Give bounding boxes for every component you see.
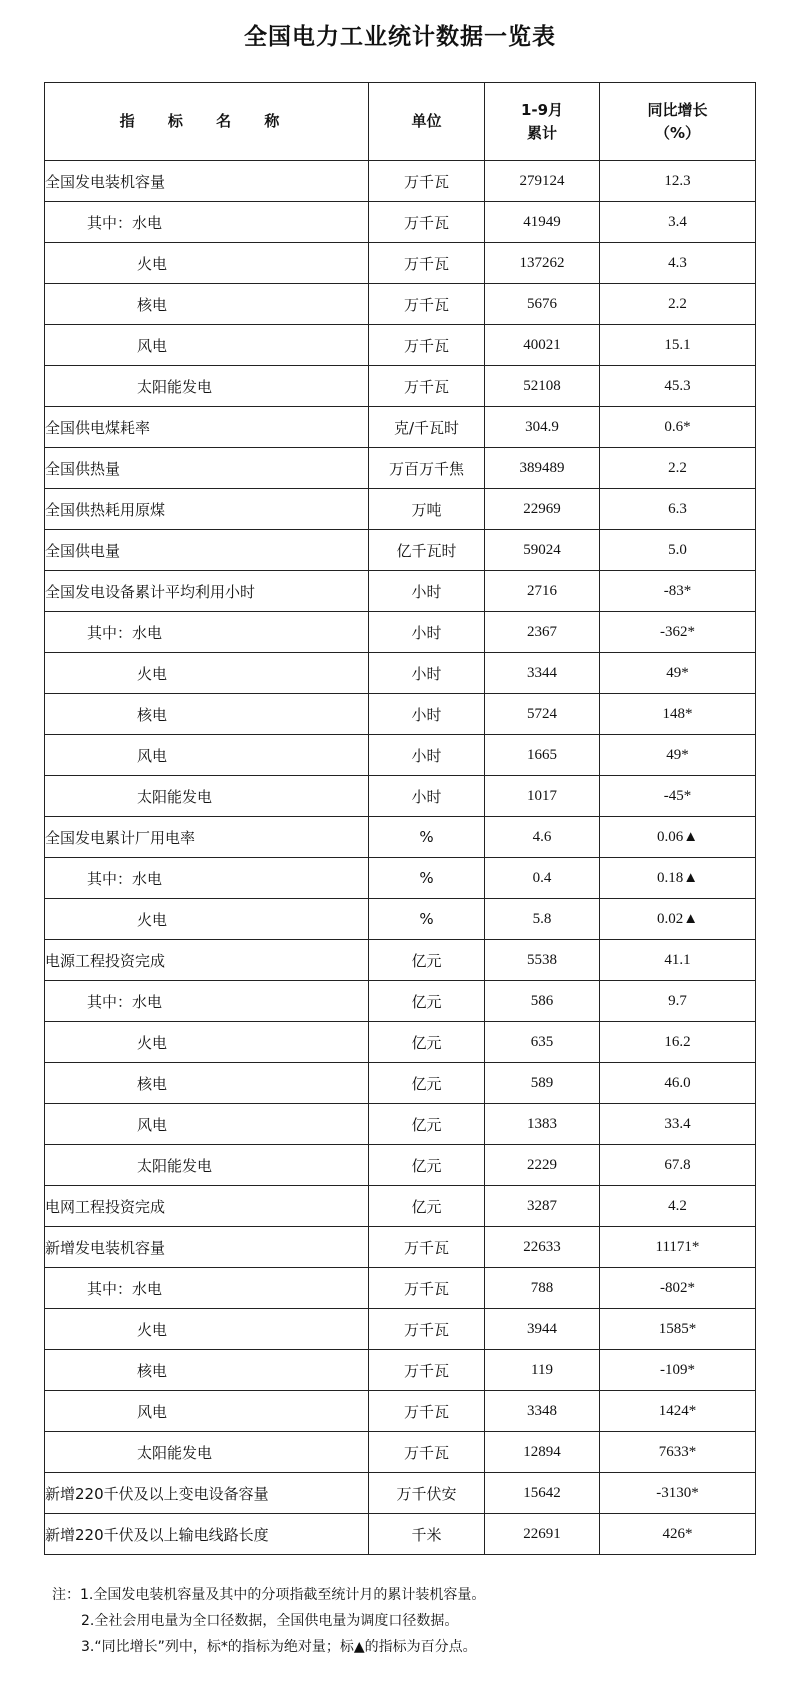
unit-cell: 小时 <box>369 571 485 612</box>
table-row <box>45 1227 756 1268</box>
yoy-growth-cell: 49* <box>600 653 756 694</box>
cumulative-value-cell: 137262 <box>485 243 600 284</box>
indicator-name-cell: 风电 <box>45 735 369 776</box>
yoy-growth-cell: 0.18▲ <box>600 858 756 899</box>
yoy-growth-cell: 4.2 <box>600 1186 756 1227</box>
cumulative-value-cell: 2229 <box>485 1145 600 1186</box>
unit-cell: 万千瓦 <box>369 161 485 202</box>
unit-cell: 万千瓦 <box>369 1268 485 1309</box>
cumulative-value-cell: 52108 <box>485 366 600 407</box>
indicator-name-cell: 火电 <box>45 653 369 694</box>
cumulative-value-cell: 5676 <box>485 284 600 325</box>
cumulative-value-cell: 12894 <box>485 1432 600 1473</box>
table-row <box>45 940 756 981</box>
yoy-growth-cell: 11171* <box>600 1227 756 1268</box>
table-row <box>45 161 756 202</box>
cumulative-value-cell: 40021 <box>485 325 600 366</box>
unit-cell: 万千瓦 <box>369 284 485 325</box>
yoy-growth-cell: 15.1 <box>600 325 756 366</box>
indicator-name-cell: 其中：水电 <box>45 1268 369 1309</box>
table-header-row <box>45 83 756 161</box>
cumulative-value-cell: 15642 <box>485 1473 600 1514</box>
table-row <box>45 1104 756 1145</box>
unit-cell: % <box>369 817 485 858</box>
table-row <box>45 817 756 858</box>
unit-cell: 万千瓦 <box>369 366 485 407</box>
table-row <box>45 1063 756 1104</box>
indicator-name-cell: 全国发电累计厂用电率 <box>45 817 369 858</box>
table-row <box>45 1432 756 1473</box>
table-row <box>45 366 756 407</box>
unit-cell: 亿元 <box>369 1145 485 1186</box>
unit-cell: 小时 <box>369 694 485 735</box>
cumulative-value-cell: 3287 <box>485 1186 600 1227</box>
yoy-growth-cell: 9.7 <box>600 981 756 1022</box>
indicator-name-cell: 火电 <box>45 899 369 940</box>
yoy-growth-cell: 41.1 <box>600 940 756 981</box>
header-cumulative-line1: 1-9月 <box>520 101 564 119</box>
indicator-name-cell: 其中：水电 <box>45 202 369 243</box>
cumulative-value-cell: 4.6 <box>485 817 600 858</box>
indicator-name-cell: 核电 <box>45 284 369 325</box>
unit-cell: 亿元 <box>369 1022 485 1063</box>
header-yoy-line1: 同比增长 <box>647 101 708 119</box>
indicator-name-cell: 太阳能发电 <box>45 366 369 407</box>
header-yoy-line2: （%） <box>654 123 701 142</box>
cumulative-value-cell: 2367 <box>485 612 600 653</box>
table-row <box>45 1186 756 1227</box>
table-row <box>45 202 756 243</box>
footnote-3: 3.“同比增长”列中，标*的指标为绝对量；标▲的指标为百分点。 <box>81 1639 477 1655</box>
yoy-growth-cell: 3.4 <box>600 202 756 243</box>
unit-cell: 小时 <box>369 735 485 776</box>
cumulative-value-cell: 5538 <box>485 940 600 981</box>
cumulative-value-cell: 59024 <box>485 530 600 571</box>
unit-cell: 万千瓦 <box>369 1432 485 1473</box>
cumulative-value-cell: 1017 <box>485 776 600 817</box>
indicator-name-cell: 核电 <box>45 694 369 735</box>
yoy-growth-cell: -3130* <box>600 1473 756 1514</box>
unit-cell: 万千瓦 <box>369 202 485 243</box>
cumulative-value-cell: 2716 <box>485 571 600 612</box>
unit-cell: 亿元 <box>369 1063 485 1104</box>
table-row <box>45 571 756 612</box>
yoy-growth-cell: 0.02▲ <box>600 899 756 940</box>
table-row <box>45 1473 756 1514</box>
unit-cell: 亿元 <box>369 1186 485 1227</box>
yoy-growth-cell: 148* <box>600 694 756 735</box>
unit-cell: 小时 <box>369 776 485 817</box>
table-row <box>45 612 756 653</box>
unit-cell: 小时 <box>369 612 485 653</box>
unit-cell: 万吨 <box>369 489 485 530</box>
table-row <box>45 1309 756 1350</box>
unit-cell: 万千瓦 <box>369 1391 485 1432</box>
footnote-2: 2.全社会用电量为全口径数据，全国供电量为调度口径数据。 <box>81 1613 459 1629</box>
cumulative-value-cell: 3344 <box>485 653 600 694</box>
yoy-growth-cell: 46.0 <box>600 1063 756 1104</box>
indicator-name-cell: 火电 <box>45 1309 369 1350</box>
table-row <box>45 1514 756 1555</box>
header-indicator-name: 指 标 名 称 <box>45 83 369 161</box>
cumulative-value-cell: 3944 <box>485 1309 600 1350</box>
cumulative-value-cell: 279124 <box>485 161 600 202</box>
unit-cell: 千米 <box>369 1514 485 1555</box>
table-row <box>45 1145 756 1186</box>
indicator-name-cell: 核电 <box>45 1350 369 1391</box>
table-row <box>45 776 756 817</box>
statistics-table <box>44 82 756 1555</box>
yoy-growth-cell: 2.2 <box>600 448 756 489</box>
cumulative-value-cell: 586 <box>485 981 600 1022</box>
indicator-name-cell: 全国供电煤耗率 <box>45 407 369 448</box>
cumulative-value-cell: 1383 <box>485 1104 600 1145</box>
table-row <box>45 1391 756 1432</box>
table-row <box>45 694 756 735</box>
unit-cell: 克/千瓦时 <box>369 407 485 448</box>
yoy-growth-cell: -802* <box>600 1268 756 1309</box>
unit-cell: 小时 <box>369 653 485 694</box>
indicator-name-cell: 全国供热耗用原煤 <box>45 489 369 530</box>
unit-cell: 万千伏安 <box>369 1473 485 1514</box>
yoy-growth-cell: 45.3 <box>600 366 756 407</box>
yoy-growth-cell: 5.0 <box>600 530 756 571</box>
cumulative-value-cell: 304.9 <box>485 407 600 448</box>
indicator-name-cell: 火电 <box>45 1022 369 1063</box>
unit-cell: 亿元 <box>369 940 485 981</box>
unit-cell: 亿元 <box>369 981 485 1022</box>
yoy-growth-cell: 1424* <box>600 1391 756 1432</box>
indicator-name-cell: 电网工程投资完成 <box>45 1186 369 1227</box>
table-row <box>45 653 756 694</box>
yoy-growth-cell: 7633* <box>600 1432 756 1473</box>
cumulative-value-cell: 41949 <box>485 202 600 243</box>
cumulative-value-cell: 635 <box>485 1022 600 1063</box>
table-row <box>45 284 756 325</box>
indicator-name-cell: 核电 <box>45 1063 369 1104</box>
table-row <box>45 858 756 899</box>
indicator-name-cell: 全国发电设备累计平均利用小时 <box>45 571 369 612</box>
unit-cell: 万百万千焦 <box>369 448 485 489</box>
table-row <box>45 243 756 284</box>
header-unit: 单位 <box>369 83 485 161</box>
unit-cell: 万千瓦 <box>369 1350 485 1391</box>
table-row <box>45 981 756 1022</box>
table-row <box>45 1022 756 1063</box>
indicator-name-cell: 火电 <box>45 243 369 284</box>
indicator-name-cell: 新增220千伏及以上变电设备容量 <box>45 1473 369 1514</box>
yoy-growth-cell: -109* <box>600 1350 756 1391</box>
table-row <box>45 899 756 940</box>
cumulative-value-cell: 22633 <box>485 1227 600 1268</box>
yoy-growth-cell: -45* <box>600 776 756 817</box>
yoy-growth-cell: 12.3 <box>600 161 756 202</box>
unit-cell: 亿千瓦时 <box>369 530 485 571</box>
indicator-name-cell: 太阳能发电 <box>45 1432 369 1473</box>
indicator-name-cell: 风电 <box>45 325 369 366</box>
indicator-name-cell: 其中：水电 <box>45 981 369 1022</box>
cumulative-value-cell: 5.8 <box>485 899 600 940</box>
table-row <box>45 1268 756 1309</box>
unit-cell: 万千瓦 <box>369 325 485 366</box>
cumulative-value-cell: 788 <box>485 1268 600 1309</box>
unit-cell: 万千瓦 <box>369 1309 485 1350</box>
yoy-growth-cell: -83* <box>600 571 756 612</box>
cumulative-value-cell: 0.4 <box>485 858 600 899</box>
header-yoy-growth <box>600 83 756 161</box>
indicator-name-cell: 风电 <box>45 1391 369 1432</box>
indicator-name-cell: 其中：水电 <box>45 858 369 899</box>
yoy-growth-cell: 4.3 <box>600 243 756 284</box>
footnotes <box>52 1582 772 1660</box>
header-cumulative-line2: 累计 <box>526 123 557 142</box>
table-row <box>45 325 756 366</box>
yoy-growth-cell: 0.06▲ <box>600 817 756 858</box>
yoy-growth-cell: 6.3 <box>600 489 756 530</box>
yoy-growth-cell: -362* <box>600 612 756 653</box>
table-row <box>45 735 756 776</box>
cumulative-value-cell: 119 <box>485 1350 600 1391</box>
cumulative-value-cell: 3348 <box>485 1391 600 1432</box>
table-row <box>45 448 756 489</box>
indicator-name-cell: 电源工程投资完成 <box>45 940 369 981</box>
yoy-growth-cell: 426* <box>600 1514 756 1555</box>
yoy-growth-cell: 67.8 <box>600 1145 756 1186</box>
indicator-name-cell: 其中：水电 <box>45 612 369 653</box>
cumulative-value-cell: 22691 <box>485 1514 600 1555</box>
unit-cell: 万千瓦 <box>369 1227 485 1268</box>
table-body <box>45 161 756 1555</box>
indicator-name-cell: 新增发电装机容量 <box>45 1227 369 1268</box>
yoy-growth-cell: 1585* <box>600 1309 756 1350</box>
footnote-1: 注：1.全国发电装机容量及其中的分项指截至统计月的累计装机容量。 <box>52 1587 486 1603</box>
indicator-name-cell: 全国发电装机容量 <box>45 161 369 202</box>
indicator-name-cell: 太阳能发电 <box>45 776 369 817</box>
unit-cell: % <box>369 858 485 899</box>
table-row <box>45 407 756 448</box>
cumulative-value-cell: 22969 <box>485 489 600 530</box>
yoy-growth-cell: 33.4 <box>600 1104 756 1145</box>
unit-cell: % <box>369 899 485 940</box>
cumulative-value-cell: 1665 <box>485 735 600 776</box>
yoy-growth-cell: 2.2 <box>600 284 756 325</box>
unit-cell: 亿元 <box>369 1104 485 1145</box>
indicator-name-cell: 太阳能发电 <box>45 1145 369 1186</box>
table-row <box>45 530 756 571</box>
cumulative-value-cell: 389489 <box>485 448 600 489</box>
table-row <box>45 1350 756 1391</box>
indicator-name-cell: 全国供电量 <box>45 530 369 571</box>
cumulative-value-cell: 5724 <box>485 694 600 735</box>
table-row <box>45 489 756 530</box>
indicator-name-cell: 风电 <box>45 1104 369 1145</box>
yoy-growth-cell: 0.6* <box>600 407 756 448</box>
unit-cell: 万千瓦 <box>369 243 485 284</box>
cumulative-value-cell: 589 <box>485 1063 600 1104</box>
yoy-growth-cell: 16.2 <box>600 1022 756 1063</box>
indicator-name-cell: 新增220千伏及以上输电线路长度 <box>45 1514 369 1555</box>
indicator-name-cell: 全国供热量 <box>45 448 369 489</box>
yoy-growth-cell: 49* <box>600 735 756 776</box>
page-title: 全国电力工业统计数据一览表 <box>244 24 556 50</box>
header-cumulative <box>485 83 600 161</box>
